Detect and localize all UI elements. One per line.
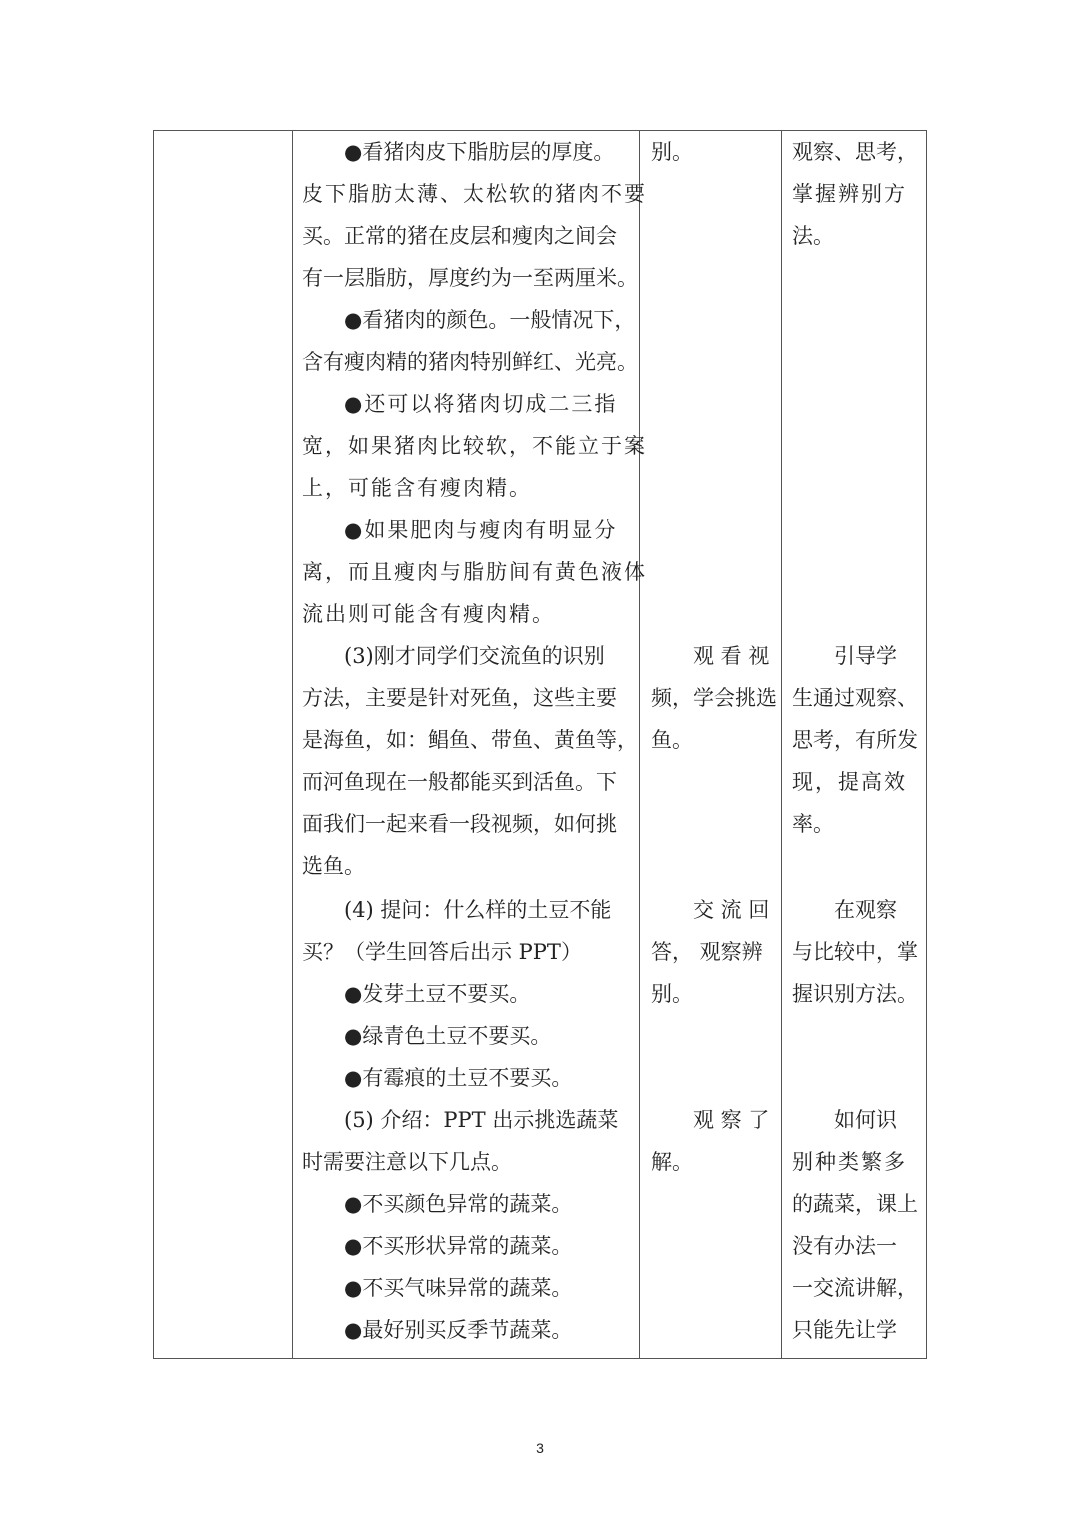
text-line: 与比较中，掌	[792, 940, 918, 964]
text-line: 有一层脂肪，厚度约为一至两厘米。	[302, 266, 638, 290]
text-line: 宽，如果猪肉比较软，不能立于案	[302, 434, 647, 458]
table-cell-empty	[154, 131, 292, 1358]
text-line: 一交流讲解，	[792, 1276, 918, 1300]
text-line: ●最好别买反季节蔬菜。	[344, 1318, 573, 1342]
column-divider	[781, 131, 782, 1358]
text-line: 掌握辨别方	[792, 182, 907, 206]
column-divider	[292, 131, 293, 1358]
text-line: 选鱼。	[302, 854, 365, 878]
text-line: 时需要注意以下几点。	[302, 1150, 512, 1174]
text-line: 频，学会挑选	[651, 686, 777, 710]
text-line: 买。正常的猪在皮层和瘦肉之间会	[302, 224, 617, 248]
text-line: ●有霉痕的土豆不要买。	[344, 1066, 573, 1090]
text-line: ●不买气味异常的蔬菜。	[344, 1276, 573, 1300]
text-line: ●不买颜色异常的蔬菜。	[344, 1192, 573, 1216]
text-line: ●不买形状异常的蔬菜。	[344, 1234, 573, 1258]
text-line: 握识别方法。	[792, 982, 918, 1006]
text-line: 别种类繁多	[792, 1150, 907, 1174]
text-line: 方法，主要是针对死鱼，这些主要	[302, 686, 617, 710]
text-line: ●看猪肉皮下脂肪层的厚度。	[344, 140, 615, 164]
text-line: 而河鱼现在一般都能买到活鱼。下	[302, 770, 617, 794]
text-line: 买？（学生回答后出示 PPT）	[302, 940, 582, 964]
text-line: 面我们一起来看一段视频，如何挑	[302, 812, 617, 836]
text-line: (5) 介绍：PPT 出示挑选蔬菜	[344, 1108, 619, 1132]
text-line: 别。	[651, 982, 693, 1006]
text-line: ●如果肥肉与瘦肉有明显分	[344, 518, 618, 542]
text-line: ●看猪肉的颜色。一般情况下，	[344, 308, 636, 332]
text-line: (3)刚才同学们交流鱼的识别	[344, 644, 605, 668]
text-line: 别。	[651, 140, 693, 164]
text-line: 是海鱼，如：鲳鱼、带鱼、黄鱼等，	[302, 728, 638, 752]
column-divider	[639, 131, 640, 1358]
text-line: 离，而且瘦肉与脂肪间有黄色液体	[302, 560, 647, 584]
text-line: 上，可能含有瘦肉精。	[302, 476, 532, 500]
text-line: 皮下脂肪太薄、太松软的猪肉不要	[302, 182, 647, 206]
text-line: 鱼。	[651, 728, 693, 752]
text-line: 如何识	[834, 1108, 897, 1132]
text-line: 流出则可能含有瘦肉精。	[302, 602, 555, 626]
text-line: 法。	[792, 224, 834, 248]
text-line: 没有办法一	[792, 1234, 897, 1258]
text-line: 观 看 视	[693, 644, 770, 668]
text-line: 的蔬菜，课上	[792, 1192, 918, 1216]
text-line: 解。	[651, 1150, 693, 1174]
text-line: 观察、思考，	[792, 140, 918, 164]
text-line: 生通过观察、	[792, 686, 918, 710]
text-line: 观 察 了	[693, 1108, 770, 1132]
lesson-plan-table	[153, 130, 927, 1359]
text-line: 率。	[792, 812, 834, 836]
text-line: 答， 观察辨	[651, 940, 763, 964]
text-line: 引导学	[834, 644, 897, 668]
text-line: (4) 提问：什么样的土豆不能	[344, 898, 612, 922]
text-line: ●还可以将猪肉切成二三指	[344, 392, 618, 416]
text-line: 含有瘦肉精的猪肉特别鲜红、光亮。	[302, 350, 638, 374]
text-line: 交 流 回	[693, 898, 770, 922]
text-line: 思考，有所发	[792, 728, 918, 752]
text-line: 只能先让学	[792, 1318, 897, 1342]
text-line: ●绿青色土豆不要买。	[344, 1024, 552, 1048]
page-number: 3	[536, 1440, 544, 1456]
text-line: ●发芽土豆不要买。	[344, 982, 531, 1006]
text-line: 现，提高效	[792, 770, 907, 794]
text-line: 在观察	[834, 898, 897, 922]
